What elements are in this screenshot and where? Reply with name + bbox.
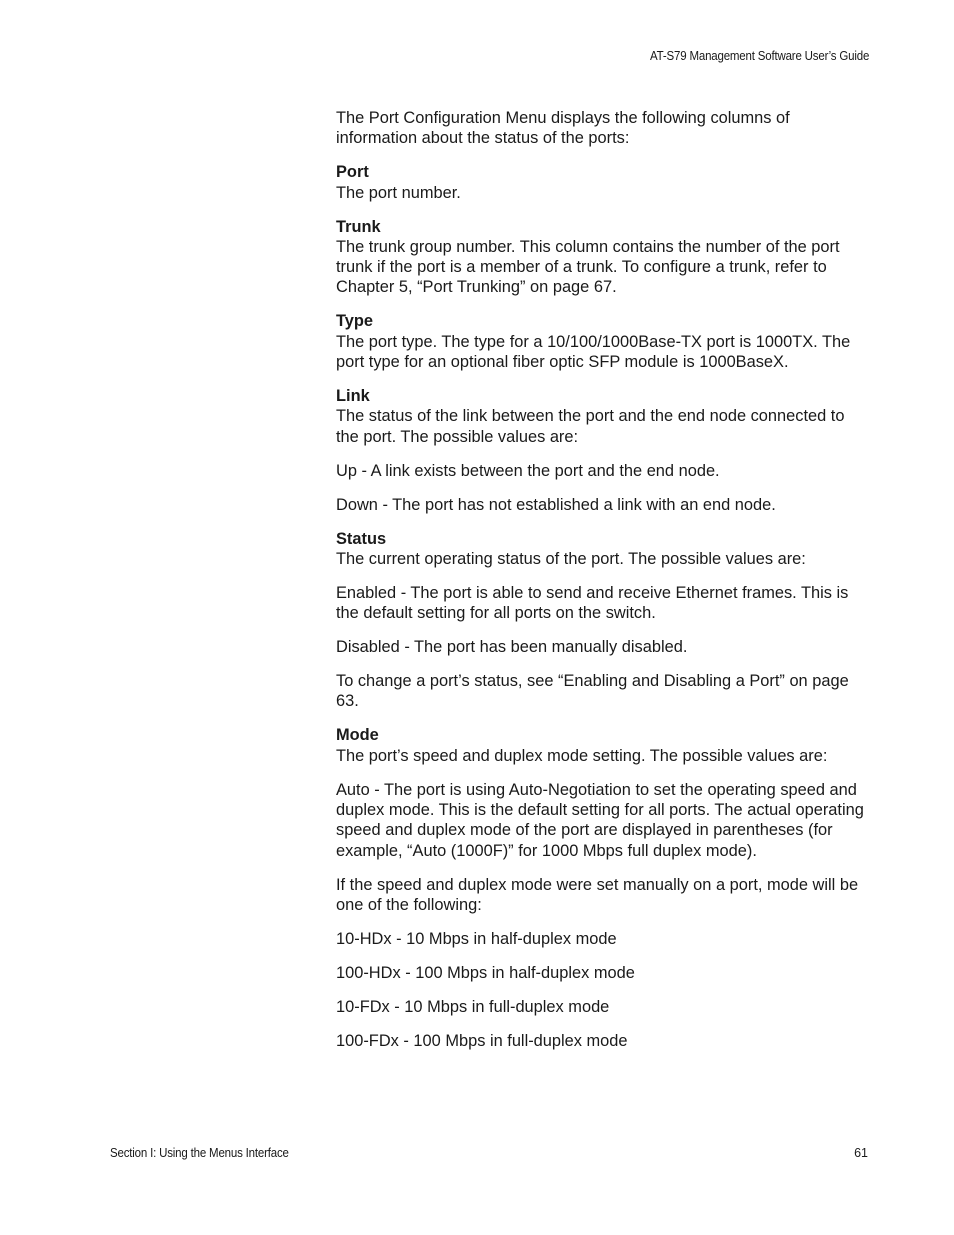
value-paragraph: Auto - The port is using Auto-Negotiation to set the operating speed and duplex mode. This is the default setting for all ports. The actual operating speed and duplex mode of the port are displayed in parentheses (for example, “Auto (1000F)” for 1000 Mbps full duplex mode). (336, 780, 864, 860)
value-paragraph: 10-HDx - 10 Mbps in half-duplex mode (336, 929, 617, 948)
value-paragraph: Down - The port has not established a link with an end node. (336, 495, 776, 514)
value-paragraph: 100-HDx - 100 Mbps in half-duplex mode (336, 963, 635, 982)
section-description: The port type. The type for a 10/100/1000Base-TX port is 1000TX. The port type for an optional fiber optic SFP module is 1000BaseX. (336, 332, 851, 372)
section-status (336, 529, 871, 570)
section-heading: Status (336, 529, 387, 548)
section-heading: Type (336, 312, 374, 331)
value-paragraph: Enabled - The port is able to send and receive Ethernet frames. This is the default setting for all ports on the switch. (336, 583, 849, 623)
section-description: The port’s speed and duplex mode setting. The possible values are: (336, 746, 828, 765)
section-trunk (336, 217, 871, 298)
section-description: The status of the link between the port and the end node connected to the port. The possible values are: (336, 407, 845, 446)
value-paragraph: 100-FDx - 100 Mbps in full-duplex mode (336, 1031, 628, 1050)
value-paragraph: Disabled - The port has been manually disabled. (336, 638, 688, 657)
section-description: The trunk group number. This column contains the number of the port trunk if the port is a member of a trunk. To configure a trunk, refer to Chapter 5, “Port Trunking” on page 67. (336, 237, 840, 297)
value-paragraph: Up - A link exists between the port and the end node. (336, 461, 720, 480)
value-paragraph: If the speed and duplex mode were set manually on a port, mode will be one of the following: (336, 875, 859, 914)
value-paragraph: To change a port’s status, see “Enabling and Disabling a Port” on page 63. (336, 672, 849, 711)
section-mode (336, 725, 871, 766)
section-description: The port number. (336, 183, 461, 202)
value-paragraph: 10-FDx - 10 Mbps in full-duplex mode (336, 997, 610, 1016)
page-number: 61 (854, 1146, 868, 1160)
running-footer-section: Section I: Using the Menus Interface (110, 1146, 289, 1160)
section-link (336, 386, 871, 447)
section-heading: Link (336, 387, 370, 406)
section-heading: Trunk (336, 217, 381, 236)
running-header: AT-S79 Management Software User’s Guide (649, 49, 869, 63)
section-heading: Port (336, 163, 369, 182)
section-heading: Mode (336, 726, 379, 745)
section-type (336, 311, 871, 372)
intro-paragraph: The Port Configuration Menu displays the following columns of information about the status of the ports: (336, 109, 790, 148)
body-content (336, 108, 871, 1065)
section-description: The current operating status of the port. The possible values are: (336, 549, 806, 568)
section-port (336, 162, 871, 203)
